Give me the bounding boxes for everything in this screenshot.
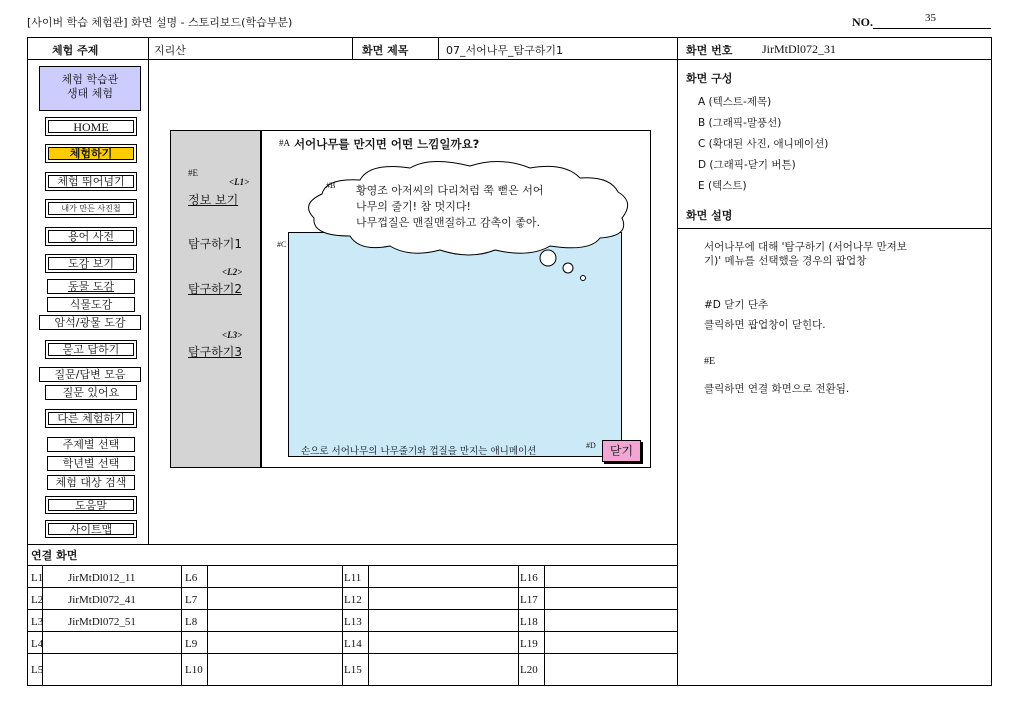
bubble-text-line2: 나무의 줄기! 참 멋지다! [356, 200, 471, 213]
link-marker-l2: <L2> [222, 267, 243, 277]
link-value: JirMtDl072_41 [68, 594, 136, 606]
link-id: L18 [520, 616, 538, 628]
nav-header-line1: 체험 학습관 [61, 73, 119, 86]
nav-animal-guide-label: 동물 도감 [67, 280, 114, 293]
links-table-title: 연결 화면 [31, 549, 78, 562]
composition-item-d: D (그래픽-닫기 버튼) [698, 159, 796, 171]
screen-number-label: 화면 번호 [686, 44, 733, 57]
nav-help[interactable]: 도움말 [45, 496, 137, 514]
link-value: JirMtDl012_11 [68, 572, 136, 584]
link-id: L10 [185, 664, 203, 676]
nav-qna[interactable]: 묻고 답하기 [45, 340, 137, 359]
document-title: [사이버 학습 체험관] 화면 설명 - 스토리보드(학습부분) [27, 16, 293, 29]
link-id: L20 [520, 664, 538, 676]
link-id: L13 [344, 616, 362, 628]
screen-title-label: 화면 제목 [362, 44, 409, 57]
popup-link-explore3[interactable]: 탐구하기3 [188, 345, 243, 359]
link-id: L8 [185, 616, 198, 628]
subject-value: 지리산 [154, 44, 186, 57]
link-id: L5 [31, 664, 44, 676]
nav-by-grade[interactable]: 학년별 선택 [47, 456, 135, 471]
link-id: L1 [31, 572, 44, 584]
composition-item-c: C (확대된 사진, 애니메이션) [698, 138, 829, 150]
close-button-note-title: #D 닫기 단추 [704, 299, 769, 311]
marker-b: #B [326, 181, 336, 190]
description-text-line1: 서어나무에 대해 '탐구하기 (서어나무 만져보 [704, 241, 907, 253]
nav-qna-collection[interactable]: 질문/답변 모음 [39, 367, 141, 382]
description-title: 화면 설명 [686, 209, 733, 222]
link-id: L6 [185, 572, 198, 584]
nav-animal-guide[interactable] [47, 279, 135, 294]
photo-caption: 손으로 서어나무의 나무줄기와 껍질을 만지는 애니메이션 [301, 446, 537, 457]
nav-other-experience[interactable]: 다른 체험하기 [45, 409, 137, 428]
link-id: L15 [344, 664, 362, 676]
nav-my-album[interactable]: 내가 만든 사진첩 [45, 199, 137, 218]
link-id: L16 [520, 572, 538, 584]
nav-header-line2: 생태 체험 [66, 87, 113, 100]
close-button-note-text: 클릭하면 팝업창이 닫힌다. [704, 319, 826, 331]
description-text-line2: 기)' 메뉴를 선택했을 경우의 팝업창 [704, 255, 867, 267]
nav-ask-question[interactable]: 질문 있어요 [45, 385, 137, 400]
link-id: L3 [31, 616, 44, 628]
popup-link-explore2[interactable]: 탐구하기2 [188, 282, 243, 296]
link-id: L12 [344, 594, 362, 606]
marker-c: #C [277, 240, 287, 249]
nav-plant-guide[interactable]: 식물도감 [47, 297, 135, 312]
nav-glossary[interactable]: 용어 사전 [45, 227, 137, 246]
composition-item-b: B (그래픽-말풍선) [698, 117, 782, 129]
nav-home[interactable]: HOME [45, 117, 137, 136]
link-id: L17 [520, 594, 538, 606]
marker-d: #D [586, 441, 596, 450]
popup-question-title: 서어나무를 만지면 어떤 느낌일까요? [294, 137, 480, 151]
link-marker-l3: <L3> [222, 330, 243, 340]
e-note-title: #E [704, 356, 716, 367]
link-marker-l1: <L1> [229, 177, 250, 187]
page-number-label: NO. [852, 15, 873, 29]
screen-number-value: JirMtDl072_31 [762, 42, 837, 56]
screen-title-value: 07_서어나무_탐구하기1 [446, 44, 564, 57]
link-id: L9 [185, 638, 198, 650]
nav-experience[interactable]: 체험하기 [45, 144, 137, 163]
nav-search-target[interactable]: 체험 대상 검색 [47, 475, 135, 490]
subject-label: 체험 주제 [52, 44, 99, 57]
composition-item-a: A (텍스트-제목) [698, 96, 772, 108]
nav-rock-mineral-guide[interactable]: 암석/광물 도감 [39, 315, 141, 330]
nav-sitemap[interactable]: 사이트맵 [45, 520, 137, 538]
page-number-underline [873, 28, 991, 29]
link-id: L14 [344, 638, 362, 650]
nav-field-guide[interactable]: 도감 보기 [45, 254, 137, 273]
link-id: L7 [185, 594, 198, 606]
link-value: JirMtDl072_51 [68, 616, 136, 628]
page-number-value: 35 [925, 12, 936, 24]
popup-link-info[interactable]: 정보 보기 [188, 193, 239, 207]
link-id: L4 [31, 638, 44, 650]
marker-e: #E [188, 168, 198, 178]
link-id: L2 [31, 594, 44, 606]
close-button[interactable]: 닫기 [602, 440, 641, 462]
composition-title: 화면 구성 [686, 72, 733, 85]
marker-a: #A [279, 138, 290, 148]
bubble-text-line1: 황영조 아저씨의 다리처럼 쭉 뻗은 서어 [356, 184, 544, 197]
composition-item-e: E (텍스트) [698, 180, 747, 192]
link-id: L19 [520, 638, 538, 650]
nav-header [39, 66, 141, 111]
nav-by-topic[interactable]: 주제별 선택 [47, 437, 135, 452]
e-note-text: 클릭하면 연결 화면으로 전환됨. [704, 383, 850, 395]
bubble-text-line3: 나무껍질은 맨질맨질하고 감촉이 좋아. [356, 216, 541, 229]
nav-skip-experience[interactable]: 체험 뛰어넘기 [45, 172, 137, 191]
link-id: L11 [344, 572, 362, 584]
popup-link-explore1[interactable]: 탐구하기1 [188, 237, 243, 251]
